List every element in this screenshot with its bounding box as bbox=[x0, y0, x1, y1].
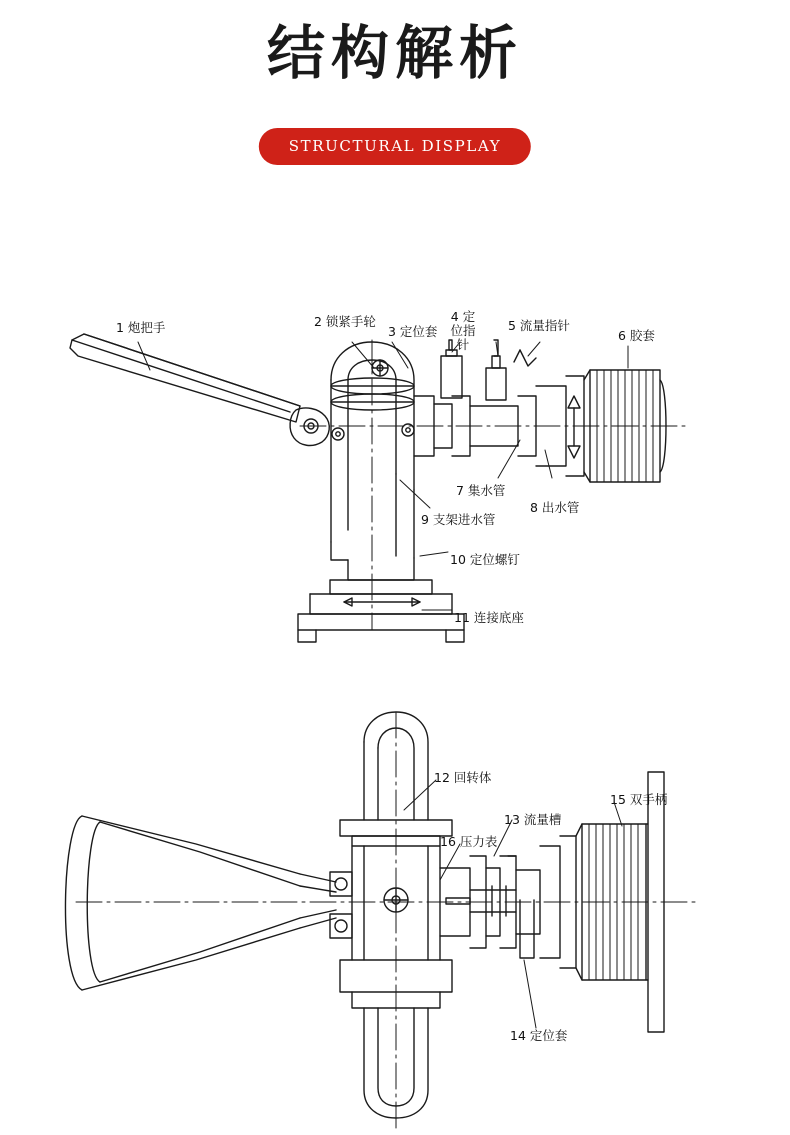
callout-7: 7 集水管 bbox=[456, 483, 506, 498]
callout-5: 5 流量指针 bbox=[508, 318, 570, 333]
callout-4: 4 定位指针 bbox=[450, 309, 476, 352]
callout-8: 8 出水管 bbox=[530, 500, 580, 515]
page-header bbox=[0, 0, 790, 190]
side-view-drawing bbox=[0, 190, 790, 660]
callout-16: 16 压力表 bbox=[440, 834, 498, 849]
figure-top-view bbox=[0, 660, 790, 1135]
page-title: 结构解析 bbox=[266, 19, 523, 87]
callout-2: 2 锁紧手轮 bbox=[314, 314, 376, 329]
callout-14: 14 定位套 bbox=[510, 1028, 568, 1043]
callout-12: 12 回转体 bbox=[434, 770, 492, 785]
figure-side-view bbox=[0, 190, 790, 660]
callout-9: 9 支架进水管 bbox=[421, 512, 496, 527]
callout-10: 10 定位螺钉 bbox=[450, 552, 520, 567]
callout-13: 13 流量槽 bbox=[504, 812, 562, 827]
callout-3: 3 定位套 bbox=[388, 324, 438, 339]
callout-11: 11 连接底座 bbox=[454, 610, 524, 625]
callout-15: 15 双手柄 bbox=[610, 792, 668, 807]
top-view-drawing bbox=[0, 660, 790, 1135]
callout-6: 6 胶套 bbox=[618, 328, 655, 343]
subtitle-badge: STRUCTURAL DISPLAY bbox=[259, 128, 531, 165]
callout-1: 1 炮把手 bbox=[116, 320, 166, 335]
